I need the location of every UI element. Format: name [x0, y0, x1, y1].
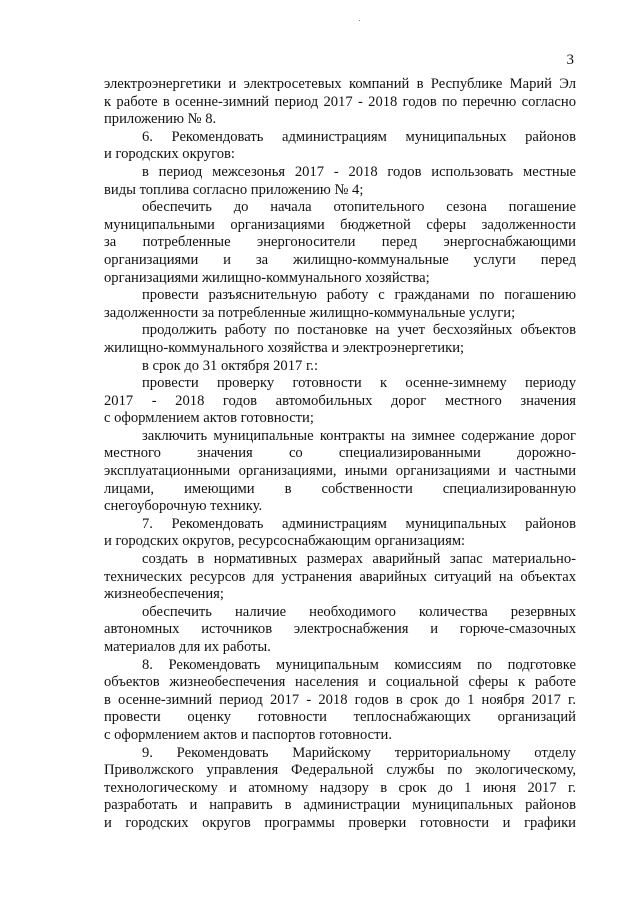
- document-body: [104, 76, 576, 833]
- text-line: технических ресурсов для устранения аварийных ситуаций на объектах: [104, 568, 576, 585]
- text-line: эксплуатационными организациями, иными организациями и частными: [104, 463, 576, 480]
- scan-mark: [359, 20, 360, 21]
- text-line: жилищно-коммунального хозяйства и электроэнергетики;: [104, 339, 465, 356]
- text-line: 8. Рекомендовать муниципальным комиссиям по подготовке: [142, 656, 576, 673]
- text-line: местного значения со специализированными дорожно-: [104, 445, 576, 462]
- text-line: снегоуборочную технику.: [104, 498, 263, 515]
- text-line: обеспечить до начала отопительного сезона погашение: [142, 199, 576, 216]
- text-line: в период межсезонья 2017 - 2018 годов использовать местные: [142, 163, 576, 180]
- text-line: автономных источников электроснабжения и горюче-смазочных: [104, 621, 576, 638]
- text-line: заключить муниципальные контракты на зимнее содержание дорог: [142, 427, 576, 444]
- text-line: Приволжского управления Федеральной службы по экологическому,: [104, 762, 576, 779]
- text-line: 6. Рекомендовать администрациям муниципальных районов: [142, 128, 576, 145]
- page-number: 3: [566, 52, 574, 68]
- text-line: виды топлива согласно приложению № 4;: [104, 181, 364, 198]
- text-line: материалов для их работы.: [104, 639, 271, 655]
- text-line: с оформлением актов готовности;: [104, 410, 314, 427]
- text-line: провести разъяснительную работу с гражданами по погашению: [142, 287, 576, 304]
- text-line: в осенне-зимний период 2017 - 2018 годов в срок до 1 ноября 2017 г.: [104, 691, 576, 708]
- text-line: жизнеобеспечения;: [104, 586, 224, 603]
- text-line: продолжить работу по постановке на учет бесхозяйных объектов: [142, 322, 576, 339]
- text-line: с оформлением актов и паспортов готовности.: [104, 726, 392, 743]
- text-line: и городских округов программы проверки готовности и графики: [104, 814, 576, 831]
- text-line: создать в нормативных размерах аварийный запас материально-: [142, 551, 576, 568]
- text-line: и городских округов:: [104, 146, 235, 163]
- text-line: организациями жилищно-коммунального хозяйства;: [104, 269, 430, 286]
- text-line: 2017 - 2018 годов автомобильных дорог местного значения: [104, 392, 576, 409]
- text-line: за потребленные энергоносители перед энергоснабжающими: [104, 234, 576, 251]
- text-line: задолженности за потребленные жилищно-коммунальные услуги;: [104, 304, 516, 321]
- text-line: провести оценку готовности теплоснабжающих организаций: [104, 709, 576, 726]
- text-line: провести проверку готовности к осенне-зимнему периоду: [142, 375, 576, 392]
- text-line: приложению № 8.: [104, 111, 217, 128]
- text-line: объектов жизнеобеспечения населения и социальной сферы к работе: [104, 674, 576, 691]
- text-line: технологическому и атомному надзору в срок до 1 июня 2017 г.: [104, 779, 576, 796]
- text-line: разработать и направить в администрации муниципальных районов: [104, 797, 576, 814]
- text-line: организациями и за жилищно-коммунальные услуги перед: [104, 251, 576, 268]
- text-line: к работе в осенне-зимний период 2017 - 2018 годов по перечню согласно: [104, 93, 576, 110]
- text-line: электроэнергетики и электросетевых компаний в Республике Марий Эл: [104, 76, 576, 92]
- text-line: муниципальными организациями бюджетной сферы задолженности: [104, 216, 576, 233]
- text-line: в срок до 31 октября 2017 г.:: [142, 357, 319, 374]
- text-line: 7. Рекомендовать администрациям муниципальных районов: [142, 515, 576, 532]
- text-line: обеспечить наличие необходимого количества резервных: [142, 603, 576, 620]
- text-line: лицами, имеющими в собственности специализированную: [104, 480, 576, 497]
- text-line: 9. Рекомендовать Марийскому территориальному отделу: [142, 744, 576, 761]
- text-line: и городских округов, ресурсоснабжающим организациям:: [104, 533, 466, 550]
